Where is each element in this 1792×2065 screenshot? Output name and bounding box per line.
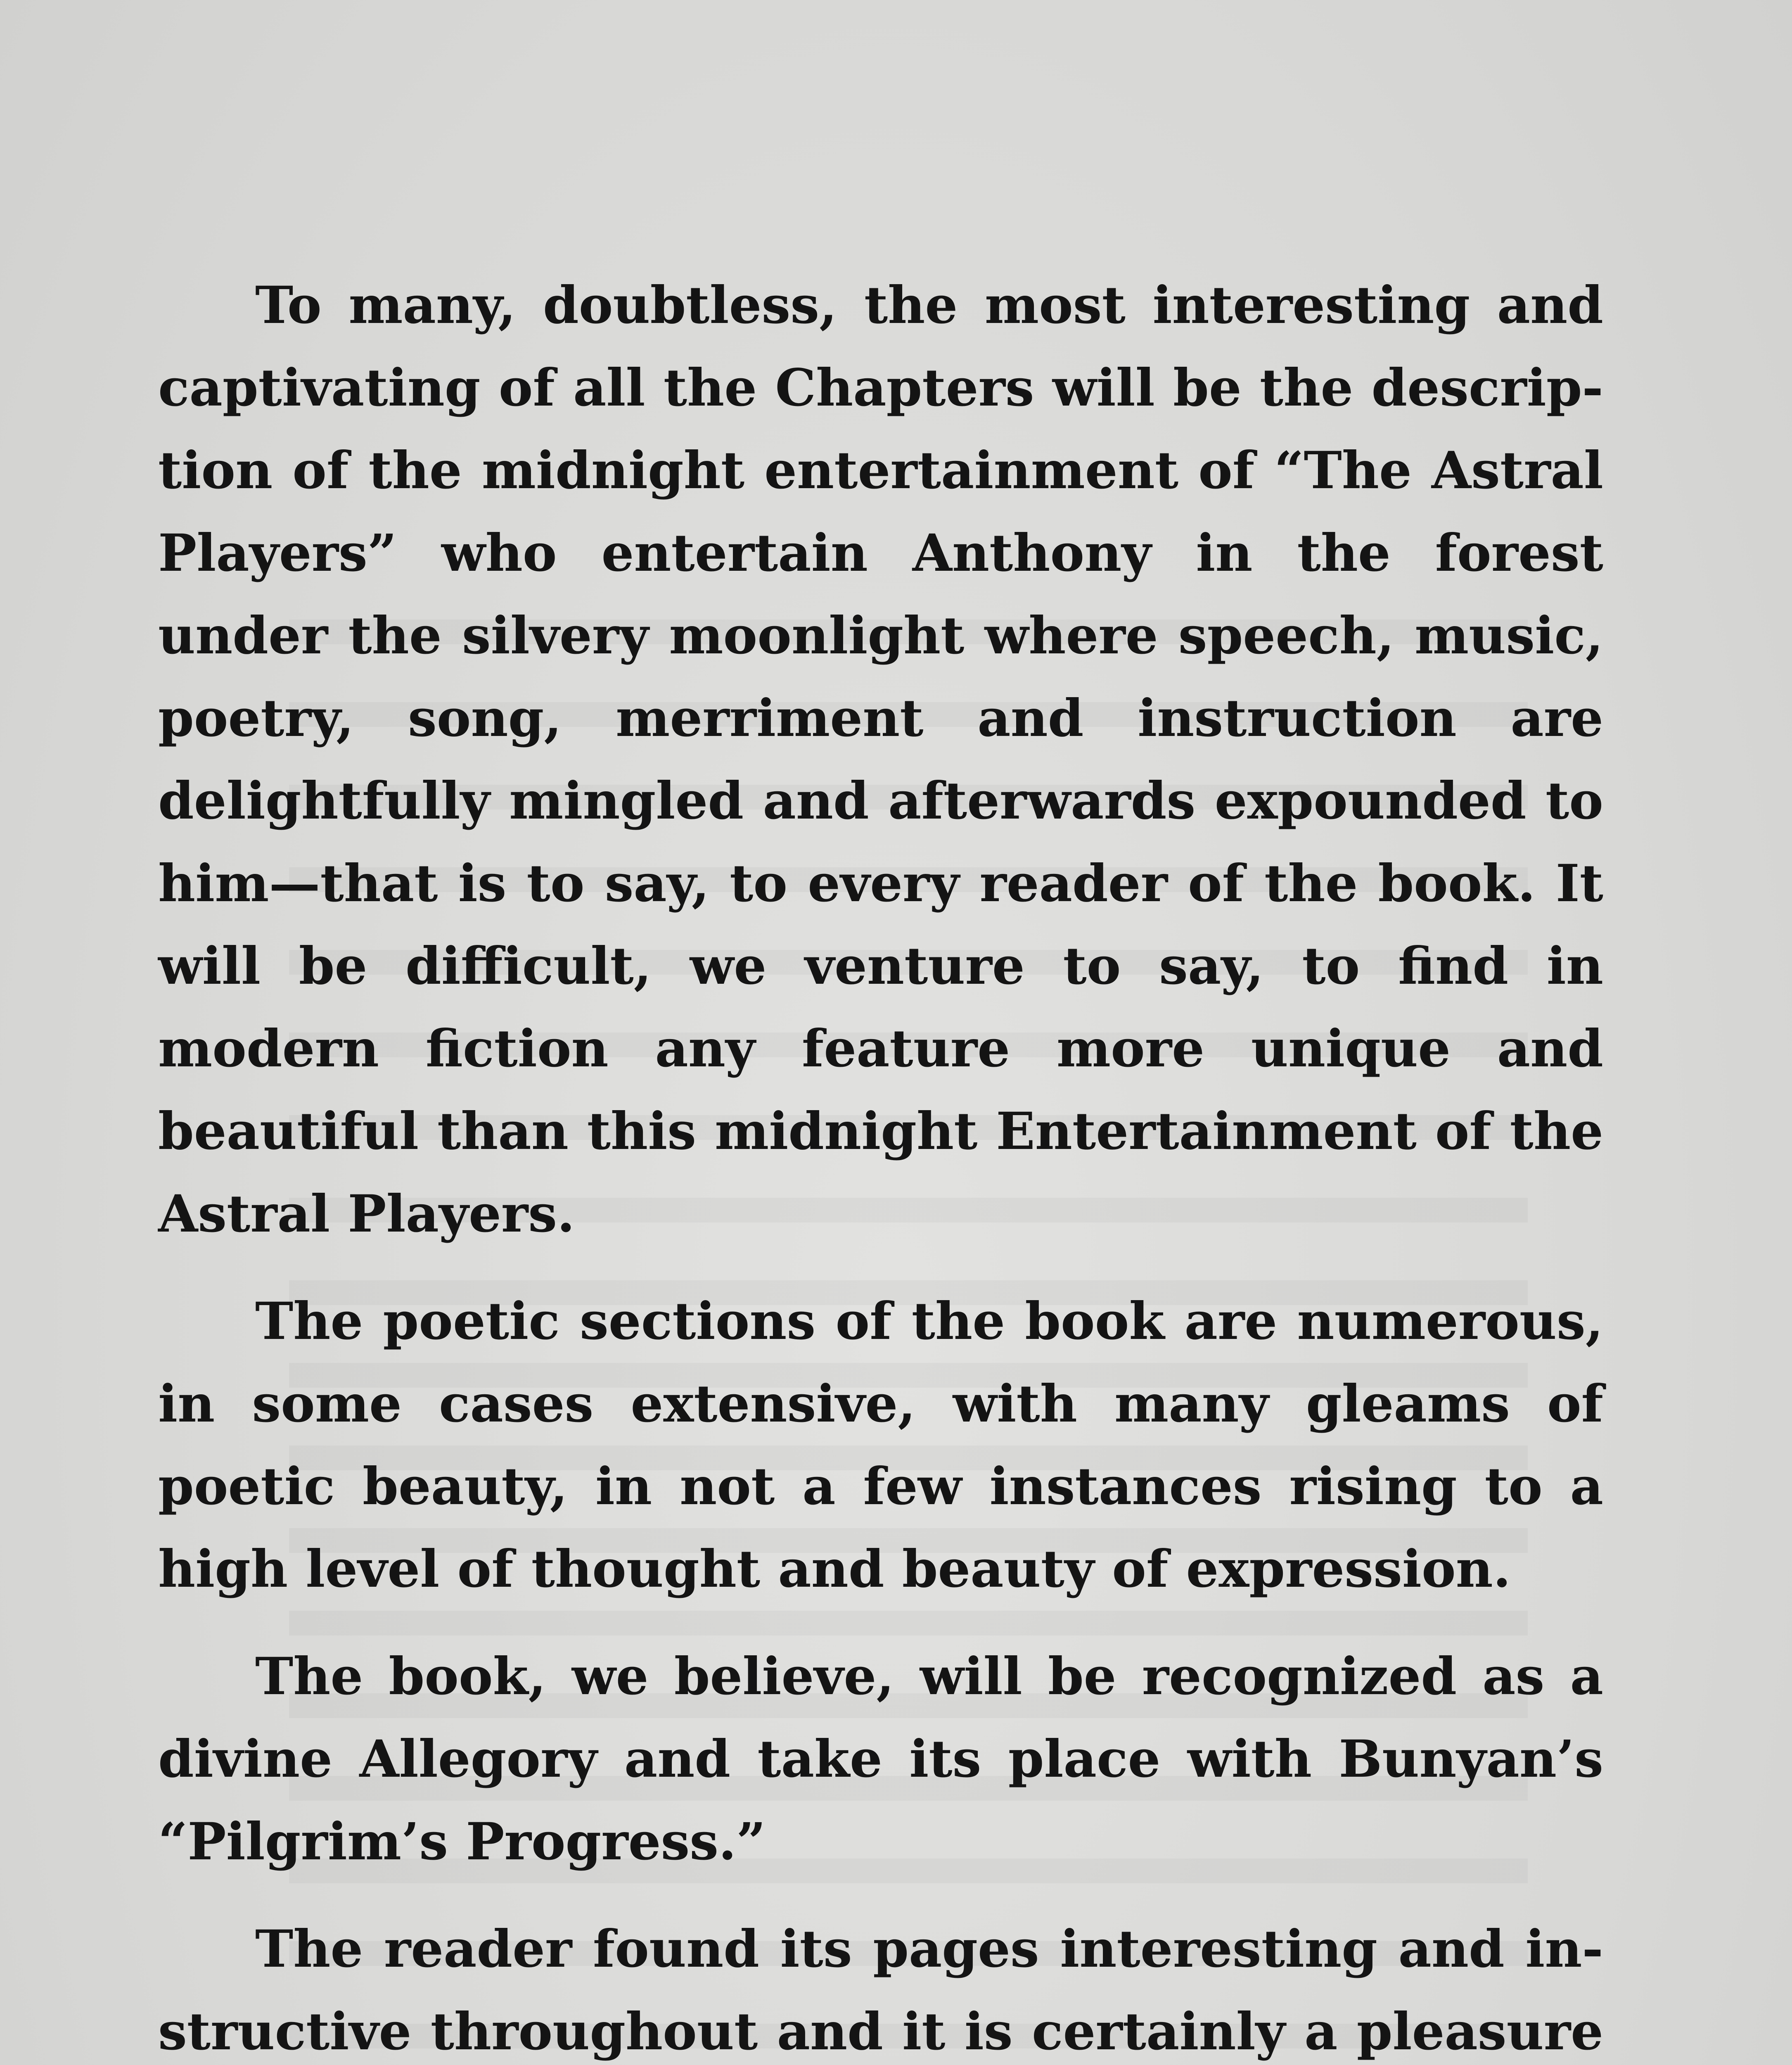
paragraph-reader-commendation: The reader found its pages interesting and instructive throughout and it is certainly a pleasure <box>158 1919 1603 2062</box>
paragraph-poetic-sections: The poetic sections of the book are numerous, in some cases extensive, with many gleams of poetic beauty, in not a few instances rising to a high level of thought and beauty of expression. <box>158 1291 1603 1599</box>
body-text <box>158 264 1603 2065</box>
paragraph-astral-players: To many, doubtless, the most interesting and captivating of all the Chapters will be the description of the midnight entertainment of “The Astral Players” who entertain Anthony in the forest under the silvery moonlight where speech, music, poetry, song, merriment and instruction are delightfully mingled and afterwards expounded to him—that is to say, to every reader of the book. It will be difficult, we venture to say, to find in modern fiction any feature more unique and beautiful than this midnight Entertainment of the Astral Players. <box>158 275 1603 1244</box>
paragraph-divine-allegory: The book, we believe, will be recognized as a divine Allegory and take its place with Bunyan’s “Pilgrim’s Progress.” <box>158 1647 1603 1872</box>
